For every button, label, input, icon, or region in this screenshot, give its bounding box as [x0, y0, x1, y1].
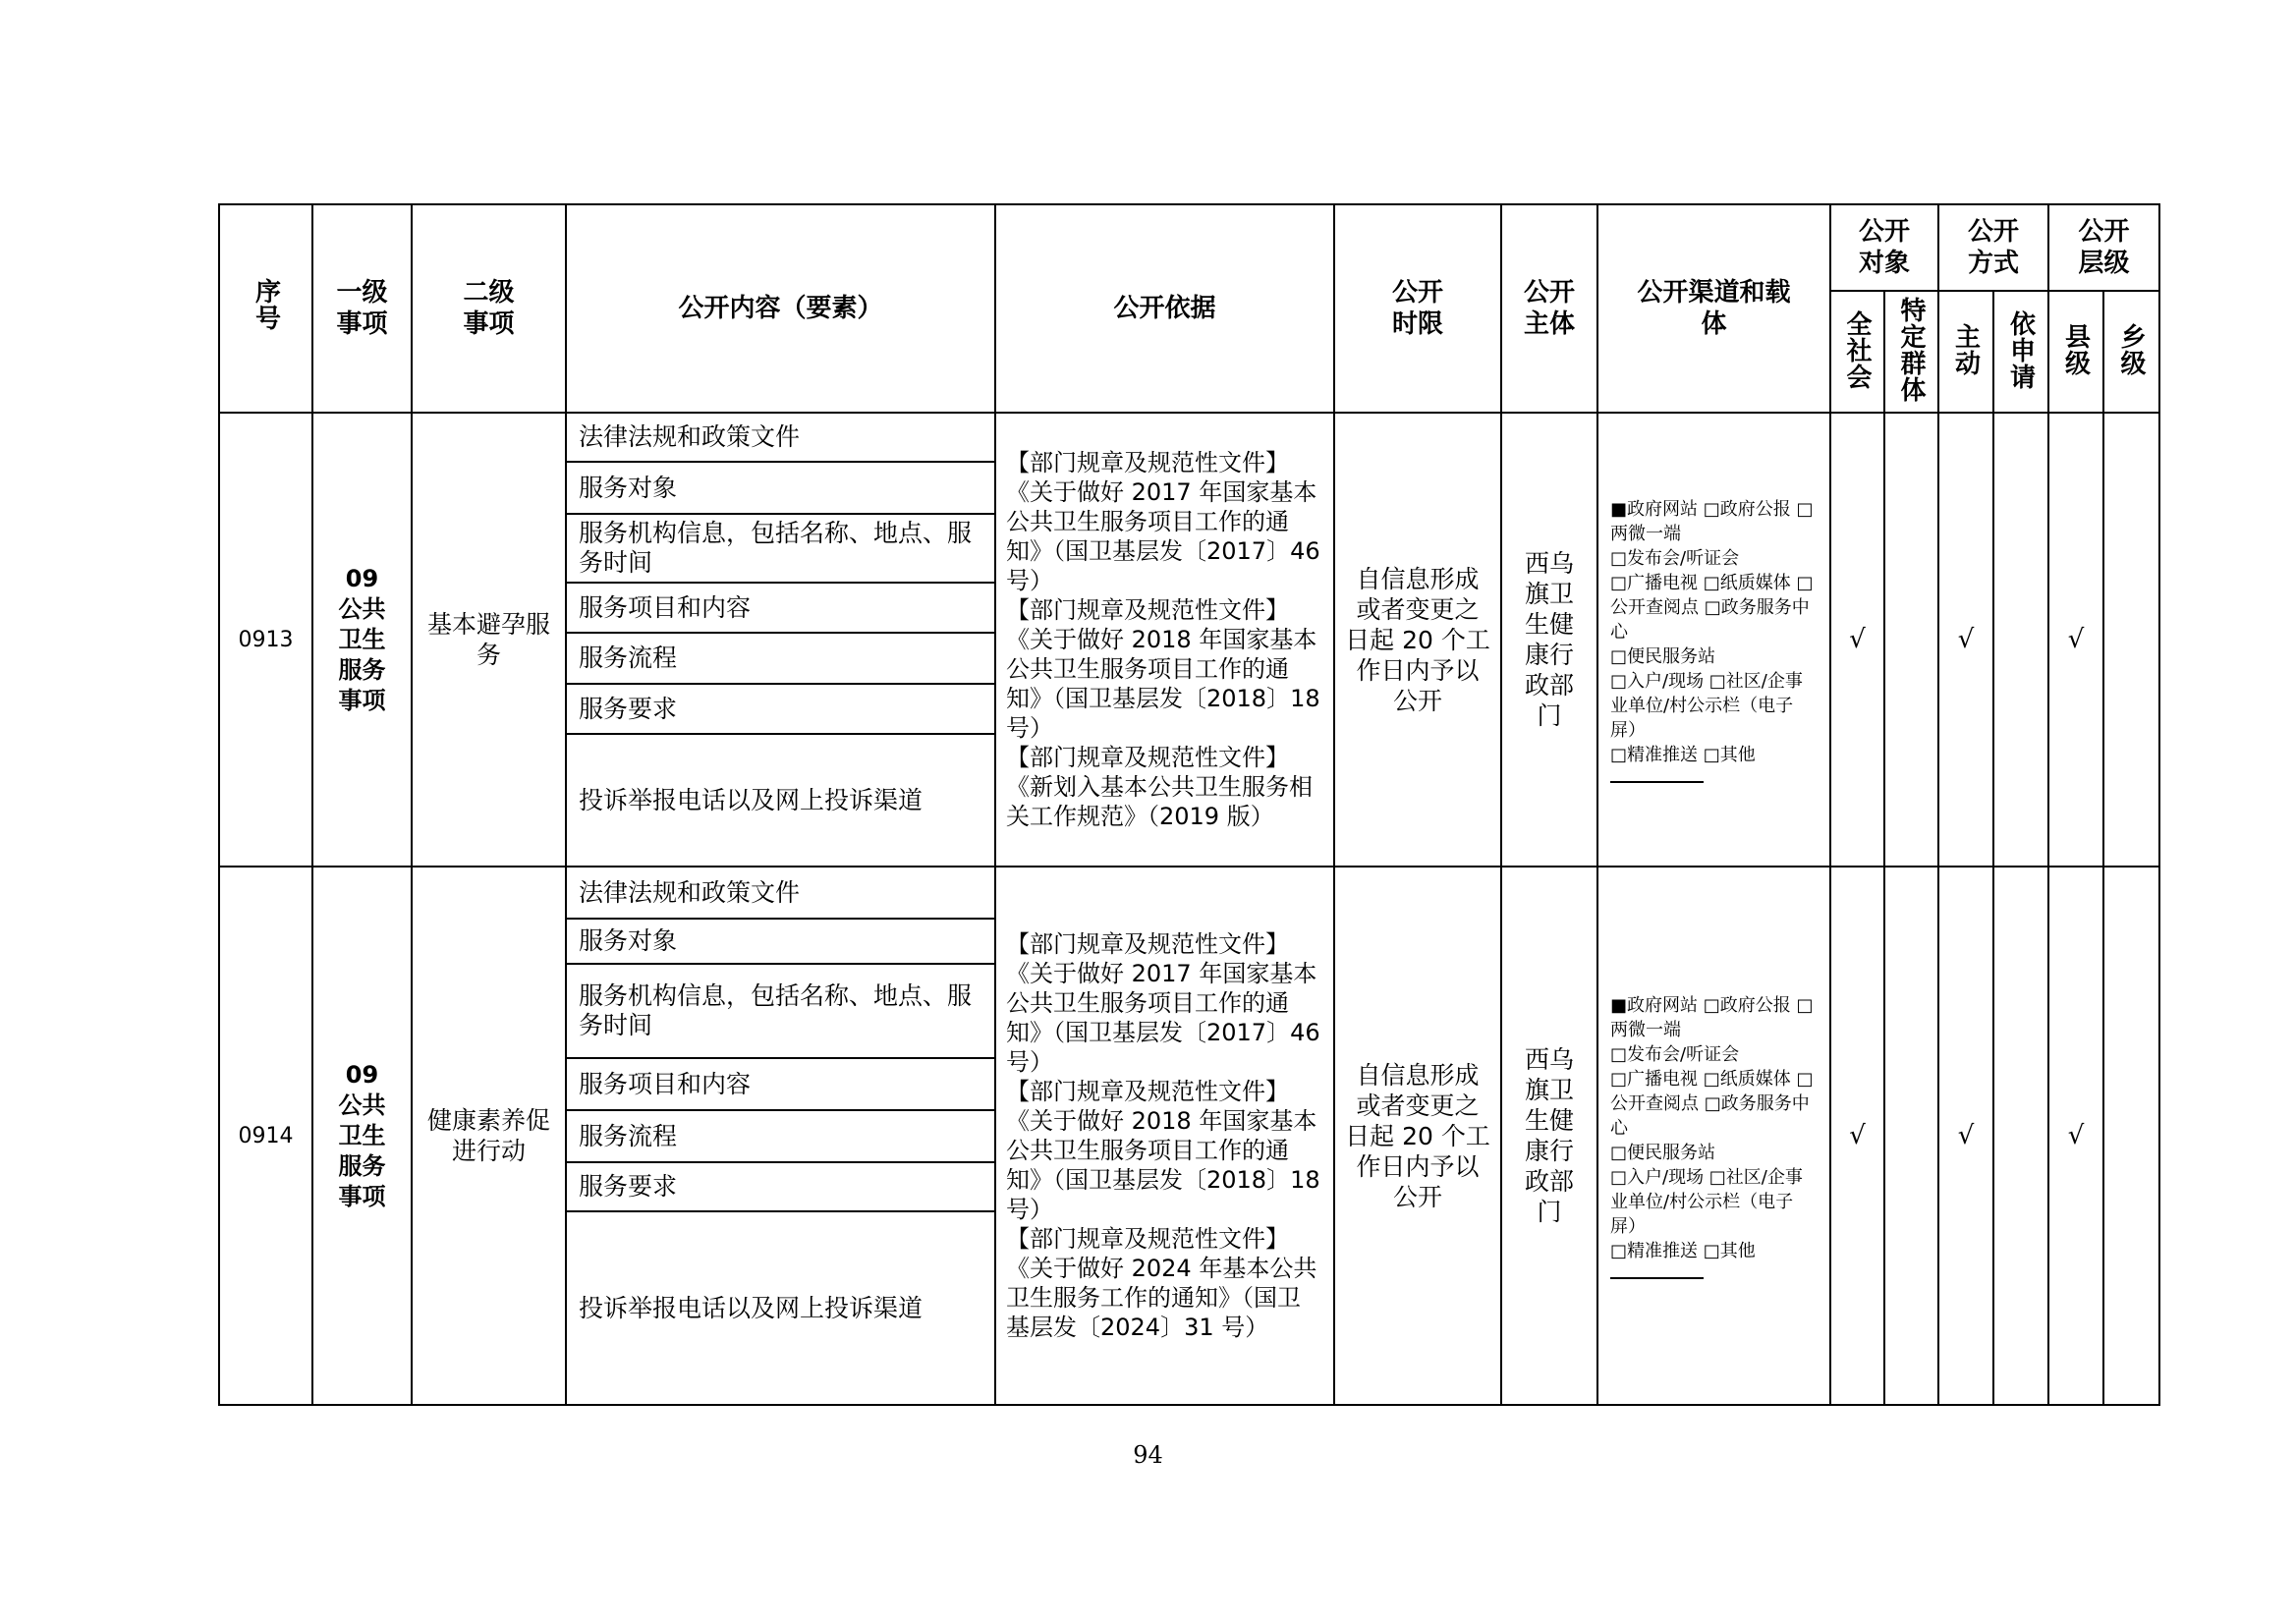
row-subject: 西乌旗卫生健康行政部门 — [1501, 867, 1597, 1405]
channel-line: □入户/现场 □社区/企事业单位/村公示栏（电子屏） — [1610, 1166, 1803, 1237]
check-target-specific — [1884, 867, 1938, 1405]
header-target-all-label: 全社会 — [1842, 309, 1872, 390]
header-target-specific — [1884, 291, 1938, 413]
row-level1-text: 09 公共卫生服务事项 — [338, 564, 386, 714]
header-target-specific-label: 特定群体 — [1896, 297, 1926, 403]
channel-line: □精准推送 □其他 — [1610, 744, 1756, 765]
header-target-label: 公开对象 — [1858, 217, 1910, 278]
content-item: 投诉举报电话以及网上投诉渠道 — [579, 785, 924, 814]
header-level2 — [412, 204, 566, 413]
row-level1 — [312, 867, 412, 1405]
header-basis: 公开依据 — [995, 204, 1334, 413]
channel-line: □广播电视 □纸质媒体 □公开查阅点 □政务服务中心 — [1610, 1068, 1814, 1139]
check-level-county: √ — [2048, 867, 2103, 1405]
header-target — [1830, 204, 1938, 291]
header-level-county-label: 县级 — [2060, 323, 2091, 376]
page-number: 94 — [1133, 1441, 1163, 1469]
check-method-active: √ — [1938, 867, 1993, 1405]
header-level-township-label: 乡级 — [2116, 323, 2146, 376]
row-channel — [1597, 413, 1830, 867]
header-seq — [219, 204, 312, 413]
header-method — [1938, 204, 2048, 291]
header-level-label: 公开层级 — [2078, 217, 2130, 278]
channel-line: □便民服务站 — [1610, 645, 1716, 667]
check-target-specific — [1884, 413, 1938, 867]
content-item: 服务流程 — [567, 633, 994, 684]
header-level1-label: 一级事项 — [336, 278, 388, 339]
channel-line: ■政府网站 □政府公报 □两微一端 — [1610, 498, 1814, 544]
table-row — [219, 867, 2159, 1405]
row-seq: 0914 — [219, 867, 312, 1405]
row-time-limit: 自信息形成或者变更之日起 20 个工作日内予以公开 — [1334, 413, 1501, 867]
row-time-limit: 自信息形成或者变更之日起 20 个工作日内予以公开 — [1334, 867, 1501, 1405]
content-item: 服务机构信息，包括名称、地点、服务时间 — [567, 964, 994, 1058]
check-level-county: √ — [2048, 413, 2103, 867]
content-item: 服务对象 — [567, 462, 994, 514]
header-method-active — [1938, 291, 1993, 413]
header-seq-label: 序号 — [251, 278, 281, 331]
header-subject — [1501, 204, 1597, 413]
table-row — [219, 413, 2159, 867]
channel-line: □发布会/听证会 — [1610, 1043, 1740, 1065]
channel-line: ■政府网站 □政府公报 □两微一端 — [1610, 994, 1814, 1040]
row-level1 — [312, 413, 412, 867]
content-item: 服务项目和内容 — [567, 583, 994, 633]
content-item: 服务流程 — [567, 1110, 994, 1162]
content-item: 服务要求 — [567, 1162, 994, 1211]
channel-line: □广播电视 □纸质媒体 □公开查阅点 □政务服务中心 — [1610, 572, 1814, 643]
header-time-limit — [1334, 204, 1501, 413]
channel-line: □发布会/听证会 — [1610, 547, 1740, 569]
check-target-all: √ — [1830, 413, 1884, 867]
header-subject-label: 公开主体 — [1523, 278, 1575, 339]
channel-line: □精准推送 □其他 — [1610, 1240, 1756, 1261]
header-target-all — [1830, 291, 1884, 413]
channel-blank-line — [1610, 1277, 1704, 1279]
check-level-township — [2103, 413, 2159, 867]
row-basis: 【部门规章及规范性文件】《关于做好 2017 年国家基本公共卫生服务项目工作的通知》（国卫基层发〔2017〕46 号） 【部门规章及规范性文件】《关于做好 2018 年国家基本公共卫生服务项目工作的通知》（国卫基层发〔2018〕18 号） 【部门规章及规范性文件】《关于做好 2024 年基本公共卫生服务工作的通知》（国卫基层发〔2024〕31 号） — [995, 867, 1334, 1405]
content-item: 服务要求 — [567, 684, 994, 734]
content-item: 法律法规和政策文件 — [567, 867, 994, 919]
header-method-apply-label: 依申请 — [2005, 309, 2036, 390]
content-items-list — [567, 867, 994, 1404]
header-level2-label: 二级事项 — [463, 278, 515, 339]
check-level-township — [2103, 867, 2159, 1405]
content-item: 投诉举报电话以及网上投诉渠道 — [579, 1293, 924, 1322]
header-channel-label: 公开渠道和载体 — [1637, 278, 1791, 339]
row-seq: 0913 — [219, 413, 312, 867]
row-subject: 西乌旗卫生健康行政部门 — [1501, 413, 1597, 867]
check-method-apply — [1993, 413, 2048, 867]
row-basis: 【部门规章及规范性文件】《关于做好 2017 年国家基本公共卫生服务项目工作的通知》（国卫基层发〔2017〕46 号） 【部门规章及规范性文件】《关于做好 2018 年国家基本公共卫生服务项目工作的通知》（国卫基层发〔2018〕18 号） 【部门规章及规范性文件】《新划入基本公共卫生服务相关工作规范》（2019 版） — [995, 413, 1334, 867]
row-level2-text: 基本避孕服务 — [426, 610, 550, 669]
header-content: 公开内容（要素） — [566, 204, 995, 413]
disclosure-table — [218, 203, 2160, 1406]
channel-line: □入户/现场 □社区/企事业单位/村公示栏（电子屏） — [1610, 670, 1803, 741]
row-content — [566, 867, 995, 1405]
channel-blank-line — [1610, 781, 1704, 783]
check-method-active: √ — [1938, 413, 1993, 867]
header-level-county — [2048, 291, 2103, 413]
check-method-apply — [1993, 867, 2048, 1405]
content-item: 服务对象 — [567, 919, 994, 964]
header-method-apply — [1993, 291, 2048, 413]
content-item: 服务项目和内容 — [567, 1058, 994, 1110]
content-item: 法律法规和政策文件 — [567, 414, 994, 462]
check-target-all: √ — [1830, 867, 1884, 1405]
header-level — [2048, 204, 2159, 291]
header-time-limit-label: 公开时限 — [1391, 278, 1443, 339]
content-items-list — [567, 414, 994, 866]
row-level2 — [412, 867, 566, 1405]
header-level-township — [2103, 291, 2159, 413]
header-level1 — [312, 204, 412, 413]
channel-line: □便民服务站 — [1610, 1142, 1716, 1163]
row-content — [566, 413, 995, 867]
row-level2 — [412, 413, 566, 867]
header-channel — [1597, 204, 1830, 413]
row-level2-text: 健康素养促进行动 — [426, 1106, 550, 1165]
header-method-active-label: 主动 — [1950, 323, 1981, 376]
row-level1-text: 09 公共卫生服务事项 — [338, 1060, 386, 1210]
row-channel — [1597, 867, 1830, 1405]
header-method-label: 公开方式 — [1967, 217, 2019, 278]
content-item: 服务机构信息，包括名称、地点、服务时间 — [567, 514, 994, 583]
